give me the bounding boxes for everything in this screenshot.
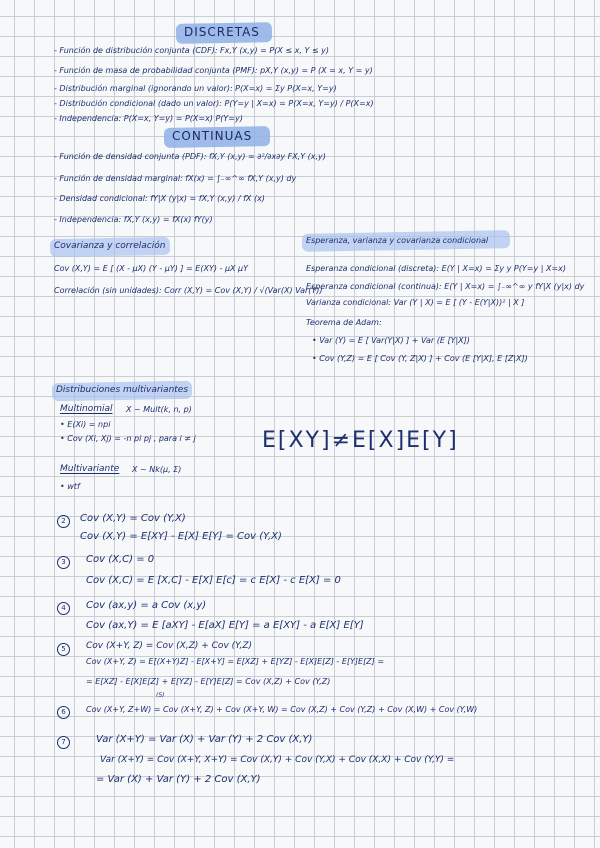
esperanza-line-varianza: Varianza condicional: Var (Y | X) = E [ (Y - E(Y|X))² | X ]	[306, 298, 525, 307]
covarianza-line-corr: Correlación (sin unidades): Corr (X,Y) = Cov (X,Y) / √(Var(X) Var(Y))	[54, 286, 323, 295]
prop-6-statement: Cov (X+Y, Z+W) = Cov (X+Y, Z) + Cov (X+Y, W) = Cov (X,Z) + Cov (Y,Z) + Cov (X,W) + Cov (Y,W)	[86, 705, 478, 714]
adam-bullet-var: • Var (Y) = E [ Var(Y|X) ] + Var (E [Y|X])	[312, 336, 470, 345]
big-formula: E[XY]≠E[X]E[Y]	[262, 428, 459, 453]
covarianza-line-cov: Cov (X,Y) = E [ (X - μX) (Y - μY) ] = E(XY) - μX μY	[54, 264, 249, 273]
prop-3-proof: Cov (X,C) = E [X,C] - E[X] E[c] = c E[X] - c E[X] = 0	[86, 575, 341, 586]
continuas-line-condicional: - Densidad condicional: fY|X (y|x) = fX,Y (x,y) / fX (x)	[54, 194, 265, 203]
teorema-adam-title: Teorema de Adam:	[306, 318, 382, 327]
prop-5-proof-1: Cov (X+Y, Z) = E[(X+Y)Z] - E[X+Y] = E[XZ] + E[YZ] - E[X]E[Z] - E[Y]E[Z] =	[86, 657, 385, 666]
prop-4-statement: Cov (ax,y) = a Cov (x,y)	[86, 600, 207, 611]
prop-5-statement: Cov (X+Y, Z) = Cov (X,Z) + Cov (Y,Z)	[86, 641, 253, 651]
prop-number-6: 6	[57, 706, 70, 719]
prop-5-proof-2: = E[XZ] - E[X]E[Z] + E[YZ] - E[Y]E[Z] = Cov (X,Z) + Cov (Y,Z)	[86, 677, 331, 686]
prop-7-proof-2: = Var (X) + Var (Y) + 2 Cov (X,Y)	[96, 774, 261, 785]
prop-number-4: 4	[57, 602, 70, 615]
prop-7-statement: Var (X+Y) = Var (X) + Var (Y) + 2 Cov (X,Y)	[96, 734, 313, 745]
continuas-line-pdf: - Función de densidad conjunta (PDF): fX,Y (x,y) = ∂²/∂x∂y FX,Y (x,y)	[54, 152, 326, 161]
multinomial-covariance: • Cov (Xi, Xj) = -n pi pj , para i ≠ j	[60, 434, 196, 443]
discretas-line-cdf: - Función de distribución conjunta (CDF): Fx,Y (x,y) = P(X ≤ x, Y ≤ y)	[54, 46, 329, 55]
prop-6-mark: (5)	[156, 692, 165, 699]
multivariante-wtf: • wtf	[60, 482, 80, 491]
section-title-esperanza: Esperanza, varianza y covarianza condicional	[306, 236, 489, 245]
multinomial-expectation: • E(Xi) = npi	[60, 420, 111, 429]
section-title-multivariantes: Distribuciones multivariantes	[56, 385, 189, 395]
section-title-covarianza: Covarianza y correlación	[54, 241, 166, 251]
continuas-line-independencia: - Independencia: fX,Y (x,y) = fX(x) fY(y)	[54, 215, 213, 224]
discretas-line-condicional: - Distribución condicional (dado un valor): P(Y=y | X=x) = P(X=x, Y=y) / P(X=x)	[54, 99, 374, 108]
esperanza-line-continua: Esperanza condicional (continua): E(Y | X=x) = ∫₋∞^∞ y fY|X (y|x) dy	[306, 282, 585, 291]
prop-2-proof: Cov (X,Y) = E[XY] - E[X] E[Y] = Cov (Y,X)	[80, 531, 282, 542]
multinomial-label: Multinomial	[60, 404, 113, 414]
continuas-line-marginal: - Función de densidad marginal: fX(x) = ∫₋∞^∞ fX,Y (x,y) dy	[54, 174, 297, 183]
multivariante-label: Multivariante	[60, 464, 120, 474]
prop-7-proof-1: Var (X+Y) = Cov (X+Y, X+Y) = Cov (X,Y) + Cov (Y,X) + Cov (X,X) + Cov (Y,Y) =	[100, 755, 455, 765]
discretas-line-marginal: - Distribución marginal (ignorando un valor): P(X=x) = Σy P(X=x, Y=y)	[54, 84, 337, 93]
section-title-continuas: CONTINUAS	[172, 129, 253, 143]
multinomial-dist: X ~ Mult(k, n, p)	[126, 405, 192, 414]
discretas-line-independencia: - Independencia: P(X=x, Y=y) = P(X=x) P(Y=y)	[54, 114, 243, 123]
esperanza-line-discreta: Esperanza condicional (discreta): E(Y | X=x) = Σy y P(Y=y | X=x)	[306, 264, 567, 273]
multivariante-dist: X ~ Nk(μ, Σ)	[132, 465, 182, 474]
prop-number-3: 3	[57, 556, 70, 569]
section-title-discretas: DISCRETAS	[184, 25, 260, 39]
prop-number-7: 7	[57, 736, 70, 749]
discretas-line-pmf: - Función de masa de probabilidad conjunta (PMF): pX,Y (x,y) = P (X = x, Y = y)	[54, 66, 373, 75]
prop-number-5: 5	[57, 643, 70, 656]
prop-3-statement: Cov (X,C) = 0	[86, 554, 155, 565]
adam-bullet-cov: • Cov (Y,Z) = E [ Cov (Y, Z|X) ] + Cov (E [Y|X], E [Z|X])	[312, 354, 528, 363]
prop-2-statement: Cov (X,Y) = Cov (Y,X)	[80, 513, 186, 524]
prop-number-2: 2	[57, 515, 70, 528]
prop-4-proof: Cov (ax,Y) = E [aXY] - E[aX] E[Y] = a E[XY] - a E[X] E[Y]	[86, 620, 364, 631]
